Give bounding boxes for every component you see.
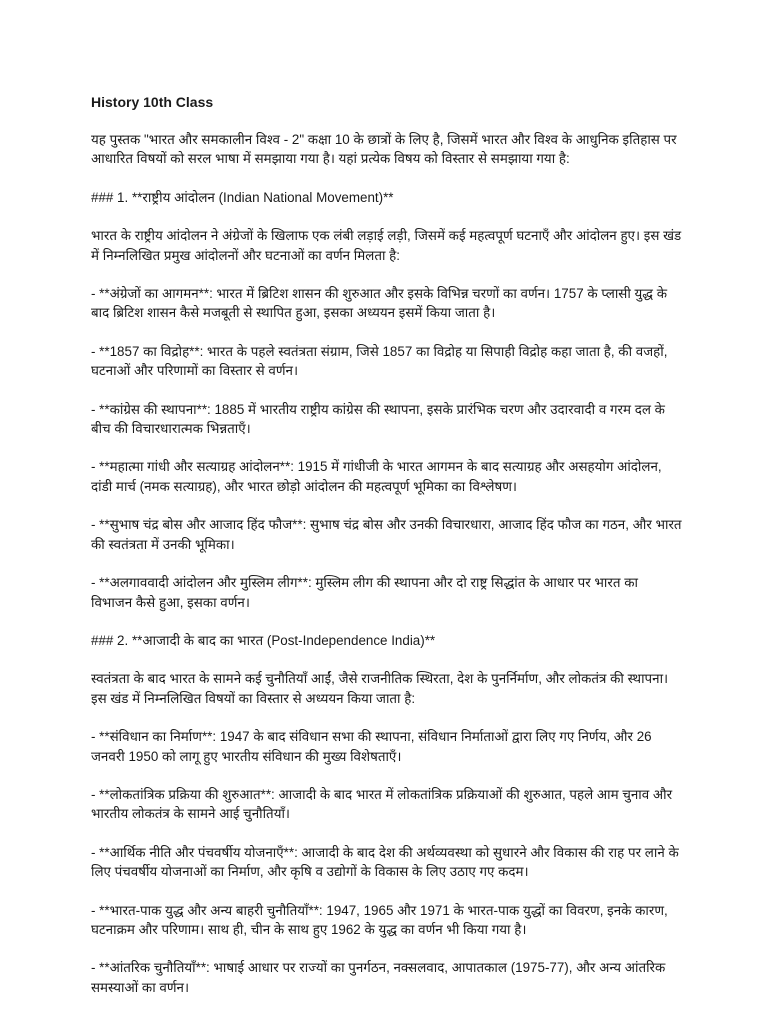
list-item: - **1857 का विद्रोह**: भारत के पहले स्वतंत्रता संग्राम, जिसे 1857 का विद्रोह या सिपाही विद्रोह कहा जाता है, की वजहों, घटनाओं और परिणामों का विस्तार से वर्णन। [91, 343, 668, 379]
list-item: - **कांग्रेस की स्थापना**: 1885 में भारतीय राष्ट्रीय कांग्रेस की स्थापना, इसके प्रारंभिक चरण और उदारवादी व गरम दल के बीच की विचारधारात्मक भिन्नताएँ। [91, 401, 665, 437]
list-item: - **अलगाववादी आंदोलन और मुस्लिम लीग**: मुस्लिम लीग की स्थापना और दो राष्ट्र सिद्धांत के आधार पर भारत का विभाजन कैसे हुआ, इसका वर्णन। [91, 575, 638, 610]
document-title: History 10th Class [91, 94, 214, 110]
list-item: - **भारत-पाक युद्ध और अन्य बाहरी चुनौतियाँ**: 1947, 1965 और 1971 के भारत-पाक युद्धों का विवरण, इनके कारण, घटनाक्रम और परिणाम। साथ ही, चीन के साथ हुए 1962 के युद्ध का वर्णन भी किया गया है। [91, 902, 668, 937]
section-2-intro: स्वतंत्रता के बाद भारत के सामने कई चुनौतियाँ आईं, जैसे राजनीतिक स्थिरता, देश के पुनर्निर्माण, और लोकतंत्र की स्थापना। इस खंड में निम्नलिखित विषयों का विस्तार से अध्ययन किया जाता है: [91, 671, 669, 706]
list-item: - **महात्मा गांधी और सत्याग्रह आंदोलन**: 1915 में गांधीजी के भारत आगमन के बाद सत्याग्रह और असहयोग आंदोलन, दांडी मार्च (नमक सत्याग्रह), और भारत छोड़ो आंदोलन की महत्वपूर्ण भूमिका का विश्लेषण। [91, 459, 662, 494]
list-item: - **लोकतांत्रिक प्रक्रिया की शुरुआत**: आजादी के बाद भारत में लोकतांत्रिक प्रक्रियाओं की शुरुआत, पहले आम चुनाव और भारतीय लोकतंत्र के सामने आई चुनौतियाँ। [91, 786, 673, 822]
list-item: - **आर्थिक नीति और पंचवर्षीय योजनाएँ**: आजादी के बाद देश की अर्थव्यवस्था को सुधारने और विकास की राह पर लाने के लिए पंचवर्षीय योजनाओं का निर्माण, और कृषि व उद्योगों के विकास के लिए उठाए गए कदम। [91, 844, 679, 880]
section-2-heading: ### 2. **आजादी के बाद का भारत (Post-Independence India)** [91, 632, 436, 648]
intro-paragraph: यह पुस्तक "भारत और समकालीन विश्व - 2" कक्षा 10 के छात्रों के लिए है, जिसमें भारत और विश्व के आधुनिक इतिहास पर आधारित विषयों को सरल भाषा में समझाया गया है। यहां प्रत्येक विषय को विस्तार से समझाया गया है: [91, 132, 677, 167]
section-1-heading: ### 1. **राष्ट्रीय आंदोलन (Indian National Movement)** [91, 189, 394, 205]
list-item: - **सुभाष चंद्र बोस और आजाद हिंद फौज**: सुभाष चंद्र बोस और उनकी विचारधारा, आजाद हिंद फौज का गठन, और भारत की स्वतंत्रता में उनकी भूमिका। [91, 517, 682, 552]
list-item: - **अंग्रेजों का आगमन**: भारत में ब्रिटिश शासन की शुरुआत और इसके विभिन्न चरणों का वर्णन। 1757 के प्लासी युद्ध के बाद ब्रिटिश शासन कैसे मजबूती से स्थापित हुआ, इसका अध्ययन इसमें किया जाता है। [91, 286, 667, 321]
list-item: - **आंतरिक चुनौतियाँ**: भाषाई आधार पर राज्यों का पुनर्गठन, नक्सलवाद, आपातकाल (1975-77), और अन्य आंतरिक समस्याओं का वर्णन। [91, 960, 666, 995]
section-1-intro: भारत के राष्ट्रीय आंदोलन ने अंग्रेजों के खिलाफ एक लंबी लड़ाई लड़ी, जिसमें कई महत्वपूर्ण घटनाएँ और आंदोलन हुए। इस खंड में निम्नलिखित प्रमुख आंदोलनों और घटनाओं का वर्णन मिलता है: [91, 228, 682, 263]
list-item: - **संविधान का निर्माण**: 1947 के बाद संविधान सभा की स्थापना, संविधान निर्माताओं द्वारा लिए गए निर्णय, और 26 जनवरी 1950 को लागू हुए भारतीय संविधान की मुख्य विशेषताएँ। [91, 729, 652, 764]
